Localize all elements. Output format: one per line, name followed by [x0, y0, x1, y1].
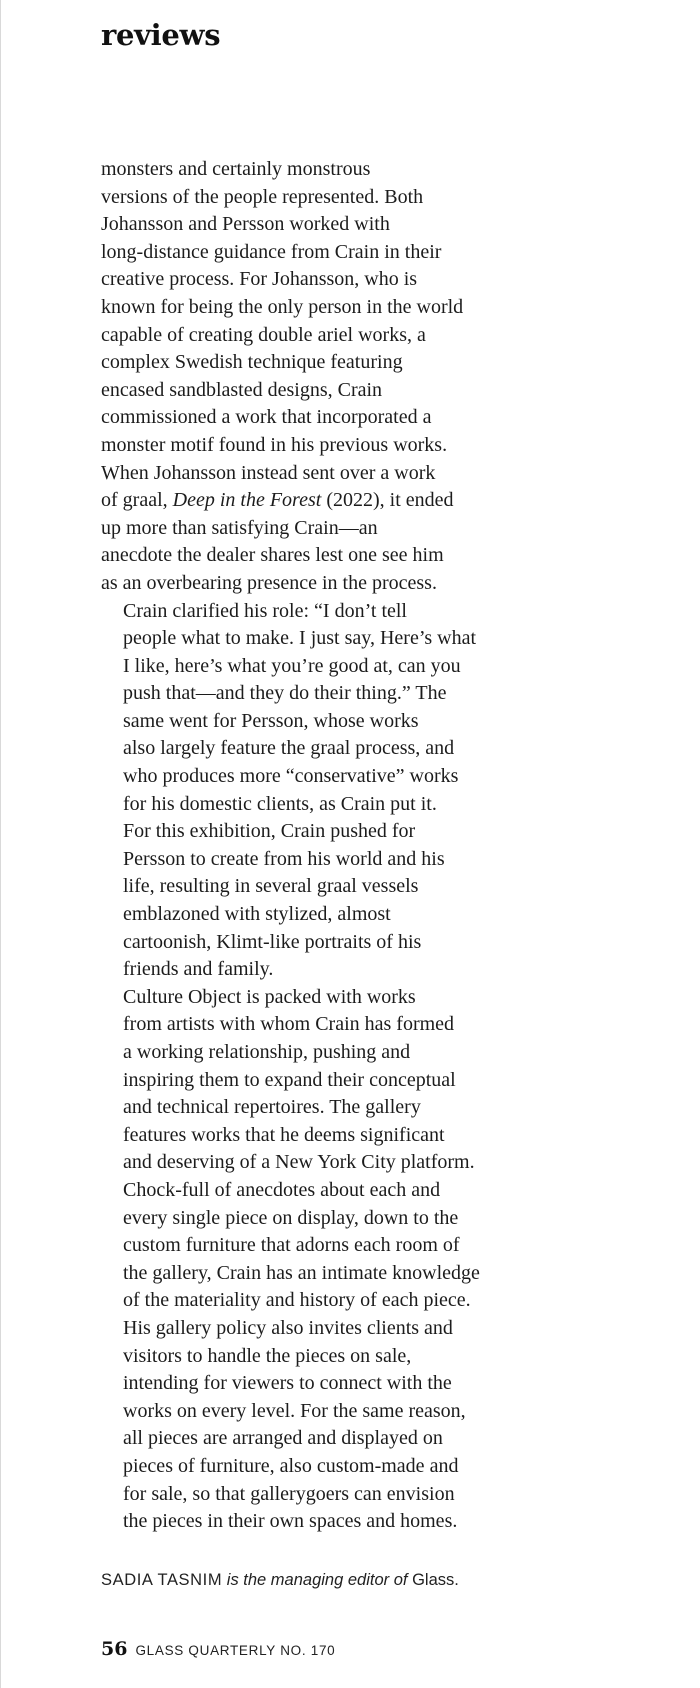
text-line: works on every level. For the same reason,: [123, 1399, 466, 1422]
text-line: Crain clarified his role: “I don’t tell: [123, 599, 407, 622]
text-line-with-title: [101, 487, 491, 515]
text-line: cartoonish, Klimt-like portraits of his: [123, 930, 422, 953]
paragraph-2: [101, 598, 491, 984]
text-line: push that—and they do their thing.” The: [123, 682, 447, 705]
text-line: complex Swedish technique featuring: [101, 351, 403, 374]
text-line: custom furniture that adorns each room of: [123, 1234, 460, 1257]
author-role: is the managing editor of: [222, 1571, 413, 1589]
text-line: from artists with whom Crain has formed: [123, 1013, 455, 1036]
text-line: of the materiality and history of each piece.: [123, 1289, 471, 1312]
text-line: all pieces are arranged and displayed on: [123, 1427, 443, 1450]
text-line: versions of the people represented. Both: [101, 185, 424, 208]
paragraph-1: [101, 156, 491, 598]
text-fragment: (2022), it ended: [321, 489, 454, 512]
text-line: Culture Object is packed with works: [123, 985, 416, 1008]
text-line: His gallery policy also invites clients and: [123, 1316, 453, 1339]
author-name: SADIA TASNIM: [101, 1571, 223, 1589]
author-bio: [101, 1571, 459, 1590]
text-line: Chock-full of anecdotes about each and: [123, 1178, 441, 1201]
text-line: and deserving of a New York City platform.: [123, 1151, 475, 1174]
section-header: reviews: [101, 18, 221, 52]
paragraph-3: [101, 984, 491, 1536]
text-line: pieces of furniture, also custom-made and: [123, 1454, 459, 1477]
text-line: for sale, so that gallerygoers can envision: [123, 1482, 455, 1505]
text-line: inspiring them to expand their conceptual: [123, 1068, 456, 1091]
text-line: who produces more “conservative” works: [123, 765, 459, 788]
text-line: emblazoned with stylized, almost: [123, 903, 391, 926]
page-edge-rule: [0, 0, 1, 1688]
page-number: 56: [101, 1638, 128, 1660]
text-line: the pieces in their own spaces and homes.: [123, 1510, 458, 1533]
text-line: Persson to create from his world and his: [123, 847, 445, 870]
text-line: and technical repertoires. The gallery: [123, 1096, 421, 1119]
text-line: life, resulting in several graal vessels: [123, 875, 419, 898]
text-line: a working relationship, pushing and: [123, 1041, 411, 1063]
text-line: commissioned a work that incorporated a: [101, 406, 432, 429]
text-line: every single piece on display, down to the: [123, 1206, 459, 1229]
text-line: Johansson and Persson worked with: [101, 213, 390, 236]
text-line: the gallery, Crain has an intimate knowledge: [123, 1261, 480, 1284]
artwork-title: Deep in the Forest: [172, 489, 322, 512]
text-line: visitors to handle the pieces on sale,: [123, 1344, 412, 1367]
text-line: long-distance guidance from Crain in their: [101, 240, 442, 263]
article-body: [101, 156, 491, 1536]
text-line: For this exhibition, Crain pushed for: [123, 820, 416, 843]
bio-publication: Glass.: [412, 1571, 459, 1589]
text-line: monster motif found in his previous works.: [101, 433, 448, 456]
text-line: anecdote the dealer shares lest one see him: [101, 544, 444, 567]
page-footer: [101, 1638, 335, 1660]
text-line: capable of creating double ariel works, a: [101, 323, 426, 346]
text-line: up more than satisfying Crain—an: [101, 516, 378, 539]
text-line: friends and family.: [123, 958, 274, 981]
text-line: When Johansson instead sent over a work: [101, 461, 436, 484]
text-line: people what to make. I just say, Here’s what: [123, 627, 477, 650]
text-line: same went for Persson, whose works: [123, 709, 419, 732]
text-line: as an overbearing presence in the process.: [101, 571, 437, 594]
text-line: I like, here’s what you’re good at, can you: [123, 654, 461, 677]
text-line: known for being the only person in the world: [101, 295, 464, 318]
text-line: for his domestic clients, as Crain put it.: [123, 792, 437, 815]
text-line: encased sandblasted designs, Crain: [101, 378, 383, 401]
text-line: monsters and certainly monstrous: [101, 158, 371, 180]
text-line: features works that he deems significant: [123, 1123, 445, 1146]
text-line: also largely feature the graal process, and: [123, 737, 455, 760]
text-line: creative process. For Johansson, who is: [101, 268, 418, 291]
text-line: intending for viewers to connect with the: [123, 1372, 452, 1395]
text-fragment: of graal,: [101, 489, 173, 512]
publication-name: GLASS QUARTERLY NO. 170: [135, 1643, 336, 1658]
